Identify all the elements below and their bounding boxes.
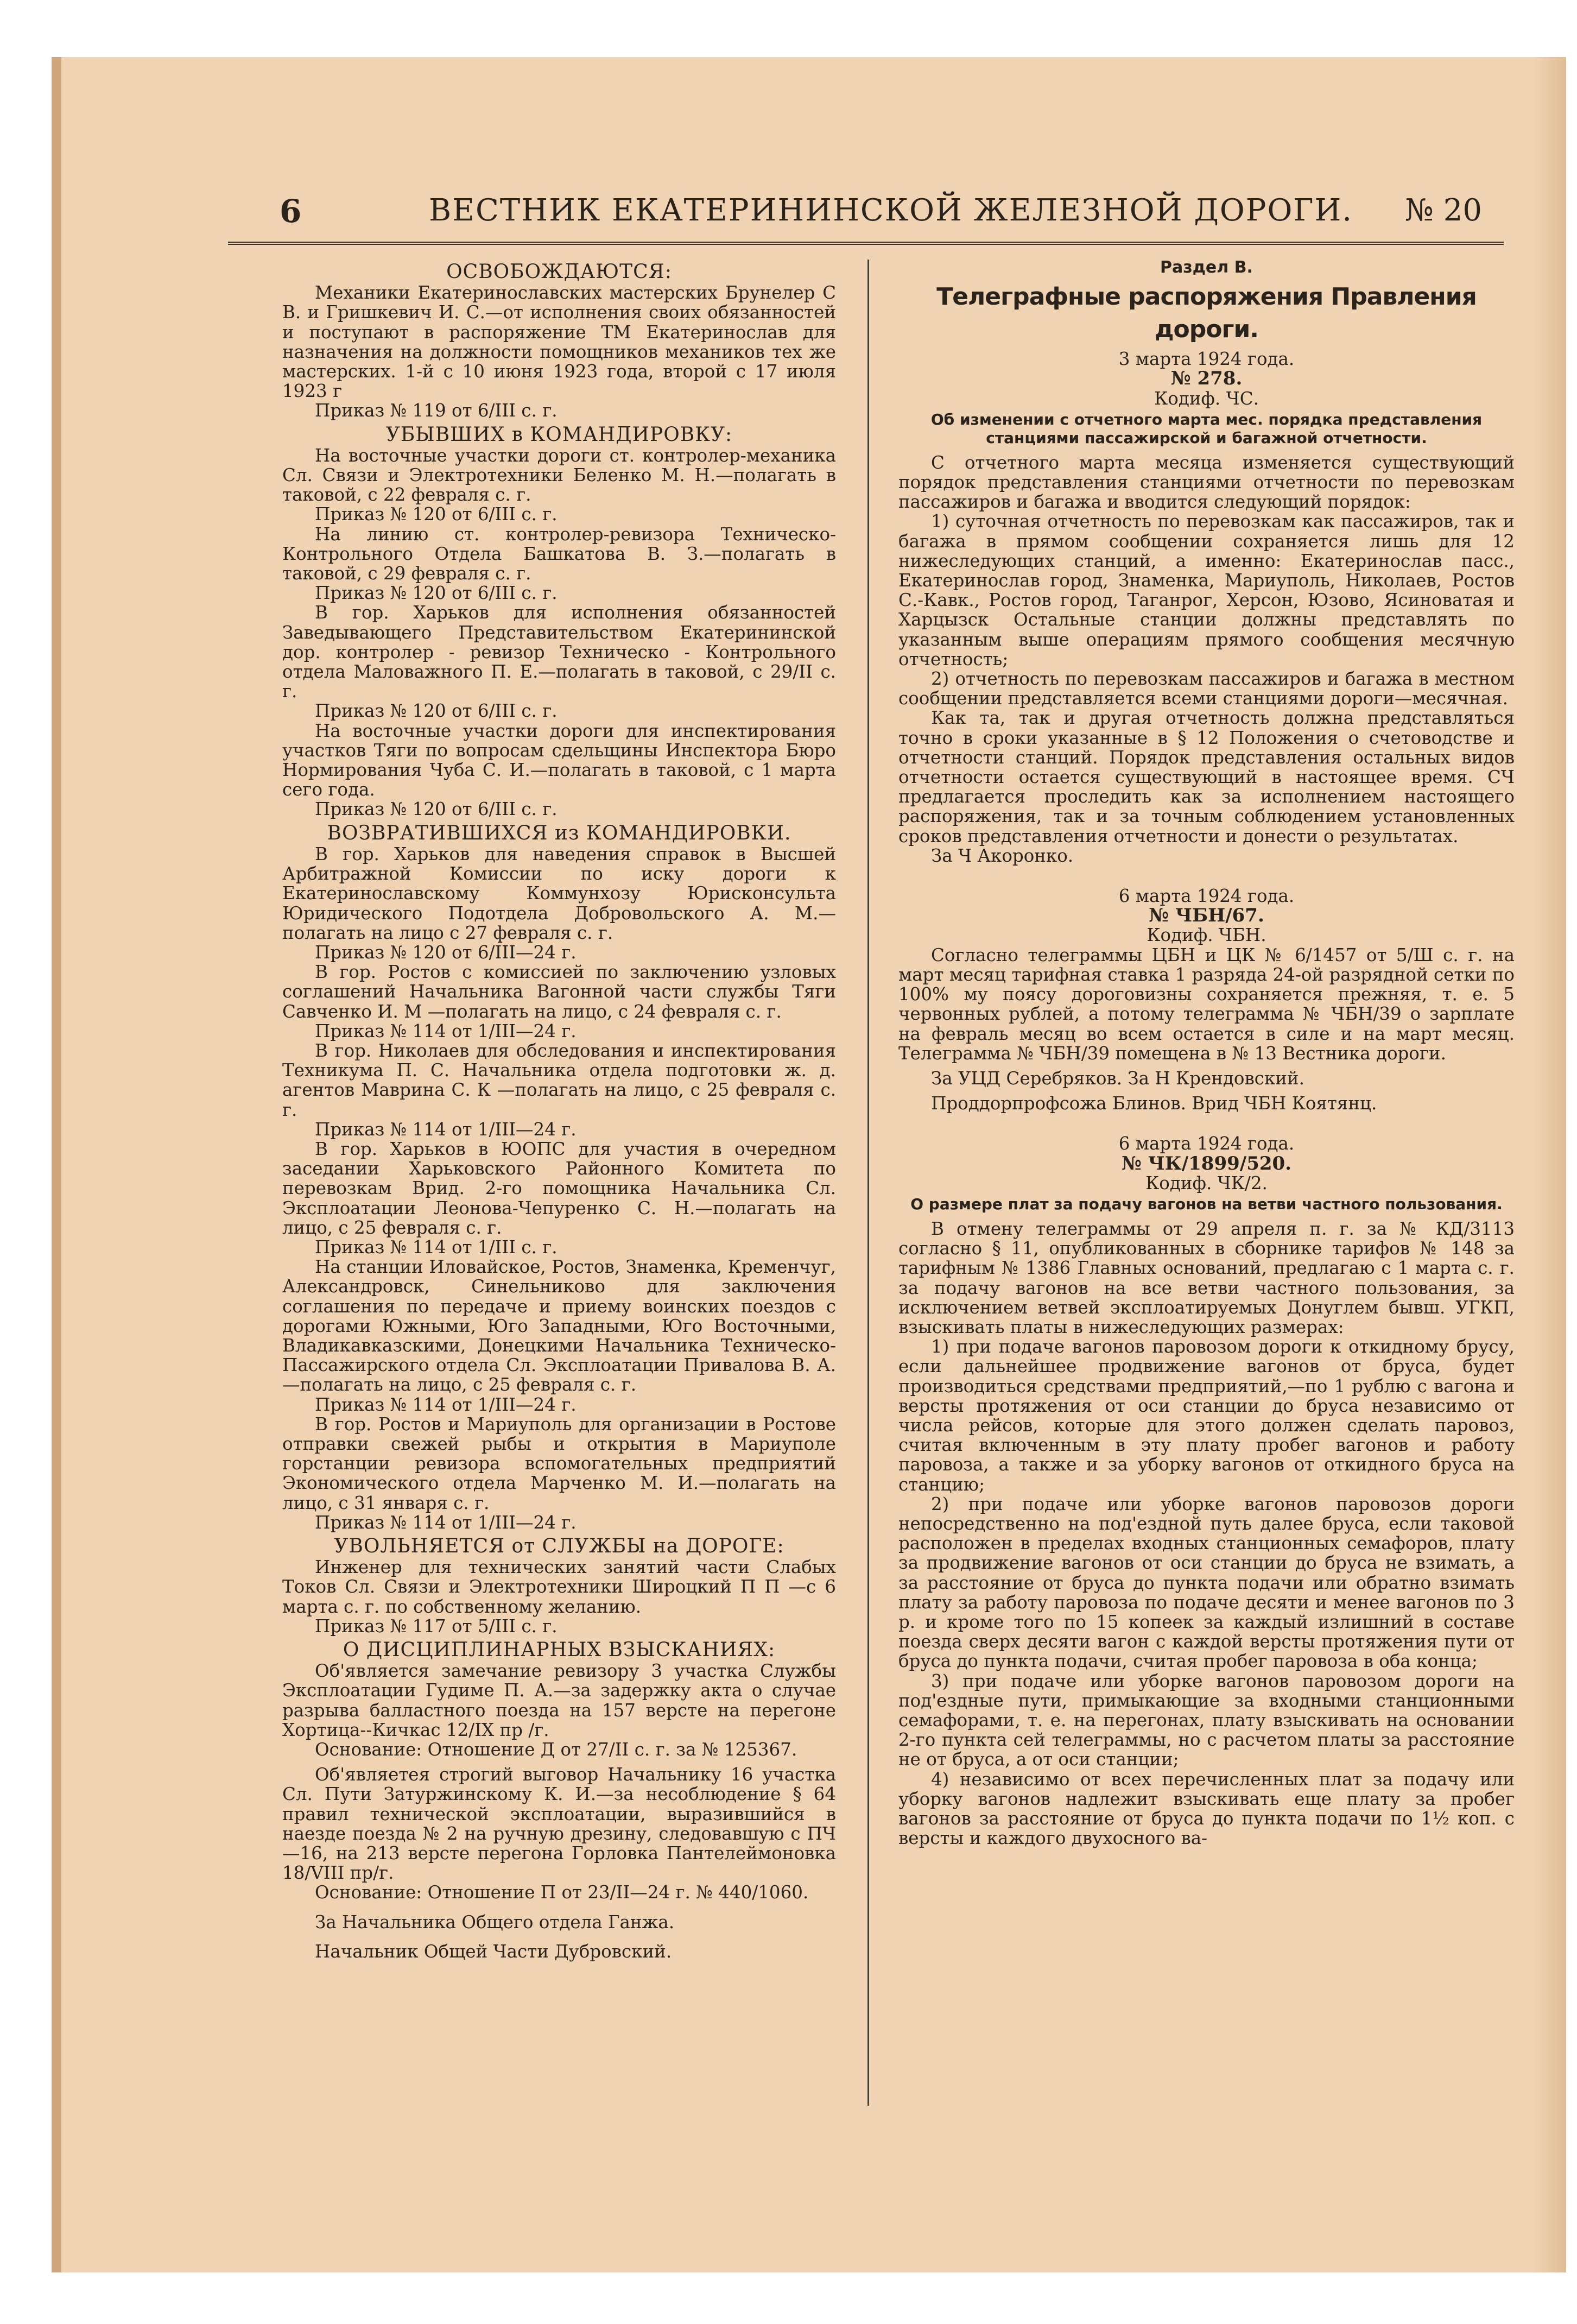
order-reference: Приказ № 120 от 6/III с. г. [315,799,558,820]
section-label: Раздел В. [1160,258,1253,277]
paragraph: 1) при подаче вагонов паровозом дороги к откидному брусу, если дальнейшее продвижение вагонов от бруса, будет производиться средствами предприятий,—по 1 рублю с вагона и версты протяжения от оси станции до бруса независимо от числа рейсов, которые для этого должен сделать паровоз, считая включенным в эту плату пробег вагонов и работу паровоза, а также и за уборку вагонов от откидного бруса на станцию; [898,1336,1515,1495]
telegram-subject: Об изменении с отчетного марта мес. порядка представления станциями пассажирской и багажной отчетности. [930,410,1483,447]
page-header [228,193,1504,245]
section-heading: ОСВОБОЖДАЮТСЯ: [446,261,672,283]
signature-line: За Начальника Общего отдела Ганжа. [315,1911,675,1933]
order-reference: Приказ № 114 от 1/III—24 г. [315,1394,577,1415]
paragraph: В гор. Николаев для обследования и инспектирования Техникума П. С. Начальника отдела подготовки ж. д. агентов Маврина С. К —полагать на лицо, с 25 февраля с. г. [282,1040,836,1120]
paragraph: 4) независимо от всех перечисленных плат за подачу или уборку вагонов надлежит взыскивать еще плату за пробег вагонов за расстояние от бруса до пункта подачи по 1½ коп. с версты и каждого двухосного ва- [898,1769,1515,1849]
paragraph: 3) при подаче или уборке вагонов паровозом дороги на под'ездные пути, примыкающие за входными станционными семафорами, т. е. на перегонах, плату взыскивать на основании 2-го пункта сей телеграммы, но с расчетом платы за расстояние не от бруса, а от оси станции; [898,1670,1515,1770]
basis-reference: Основание: Отношение П от 23/II—24 г. № 440/1060. [315,1882,809,1903]
telegram-code: Кодиф. ЧС. [1154,388,1259,409]
paragraph: В гор. Харьков в ЮОПС для участия в очередном заседании Харьковского Районного Комитета по перевозкам Врид. 2-го помощника Начальника Сл. Эксплоатации Леонова-Чепуренко С. Н.—полагать на лицо, с 25 февраля с. г. [282,1138,836,1238]
section-heading: УВОЛЬНЯЕТСЯ от СЛУЖБЫ на ДОРОГЕ: [334,1535,784,1557]
paragraph: В гор. Ростов с комиссией по заключению узловых соглашений Начальника Вагонной части службы Тяги Савченко И. М —полагать на лицо, с 24 февраля с. г. [282,962,836,1022]
order-reference: Приказ № 119 от 6/III с. г. [315,400,558,421]
paragraph: 1) суточная отчетность по перевозкам как пассажиров, так и багажа в прямом сообщении сохраняется лишь для 12 нижеследующих станций, а именно: Екатеринослав пасс., Екатеринослав город, Знаменка, Мариуполь, Николаев, Ростов С.-Кавк., Ростов город, Таганрог, Херсон, Юзово, Ясиноватая и Харцызск Остальные станции должны представлять по указанным выше операциям прямого сообщения месячную отчетность; [898,511,1515,670]
paragraph: В гор. Харьков для исполнения обязанностей Заведывающего Представительством Екатерининской дор. контролер - ревизор Техническо - Контрольного отдела Маловажного П. Е.—полагать в таковой, с 29/II с. г. [282,602,836,702]
order-reference: Приказ № 114 от 1/III—24 г. [315,1020,577,1041]
paragraph: Согласно телеграммы ЦБН и ЦК № 6/1457 от 5/Ш с. г. на март месяц тарифная ставка 1 разряда 24-ой разрядной сетки по 100% му поясу дороговизны сохраняется прежняя, т. е. 5 червонных рублей, а потому телеграмма № ЧБН/39 о зарплате на февраль месяц во всем остается в силе и на март месяц. Телеграмма № ЧБН/39 помещена в № 13 Вестника дороги. [898,944,1515,1064]
order-reference: Приказ № 117 от 5/III с. г. [315,1615,558,1637]
paragraph: В гор. Ростов и Мариуполь для организации в Ростове отправки свежей рыбы и открытия в Мариуполе горстанции ревизора вспомогательных предприятий Экономического отдела Марченко М. И.—полагать на лицо, с 31 января с. г. [282,1413,836,1513]
order-reference: Приказ № 114 от 1/III—24 г. [315,1119,577,1140]
paragraph: В гор. Харьков для наведения справок в Высшей Арбитражной Комиссии по иску дороги к Екатеринославскому Коммунхозу Юрисконсульта Юридического Подотдела Добровольского А. М.—полагать на лицо с 27 февраля с. г. [282,843,836,943]
paragraph: Инженер для технических занятий части Слабых Токов Сл. Связи и Электротехники Широцкий П П —с 6 марта с. г. по собственному желанию. [282,1557,836,1617]
paragraph: На восточные участки дороги для инспектирования участков Тяги по вопросам сдельщины Инспектора Бюро Нормирования Чуба С. И.—полагать в таковой, с 1 марта сего года. [282,720,836,800]
paragraph: В отмену телеграммы от 29 апреля п. г. за № КД/3113 согласно § 11, опубликованных в сборнике тарифов № 148 за тарифным № 1386 Главных оснований, предлагаю с 1 марта с. г. за подачу вагонов на все ветви частного пользования, за исключением ветвей эксплоатируемых Донуглем бывш. УГКП, взыскивать платы в нижеследующих размерах: [898,1218,1515,1337]
telegram-number: № ЧК/1899/520. [1121,1152,1292,1174]
telegram-number: № ЧБН/67. [1149,905,1264,927]
signature-line: За Ч Акоронко. [931,845,1074,866]
signature-line: Начальник Общей Части Дубровский. [315,1941,672,1962]
section-heading: ВОЗВРАТИВШИХСЯ из КОМАНДИРОВКИ. [327,822,791,844]
signature-line: Проддорпрофсожа Блинов. Врид ЧБН Коятянц. [931,1093,1377,1114]
left-column [282,258,836,1961]
telegram-code: Кодиф. ЧК/2. [1145,1172,1268,1193]
telegram-number: № 278. [1170,368,1243,390]
telegram-date: 3 марта 1924 года. [1118,349,1295,370]
paragraph: На линию ст. контролер-ревизора Техническо-Контрольного Отдела Башкатова В. З.—полагать в таковой, с 29 февраля с. г. [282,523,836,584]
paragraph: Об'является замечание ревизору 3 участка Службы Эксплоатации Гудиме П. А.—за задержку акта о случае разрыва балластного поезда на 157 версте на перегоне Хортица--Кичкас 12/IX пр /г. [282,1660,836,1740]
column-divider [867,260,869,2106]
section-heading: О ДИСЦИПЛИНАРНЫХ ВЗЫСКАНИЯХ: [343,1639,776,1662]
paragraph: Механики Екатеринославских мастерских Брунелер С В. и Гришкевич И. С.—от исполнения своих обязанностей и поступают в распоряжение ТМ Екатеринослав для назначения на должности помощников механиков тех же мастерских. 1-й с 10 июня 1923 года, второй с 17 июля 1923 г [282,282,836,402]
signature-line: За УЦД Серебряков. За Н Крендовский. [931,1068,1304,1089]
telegram-date: 6 марта 1924 года. [1118,1133,1295,1154]
section-heading: УБЫВШИХ в КОМАНДИРОВКУ: [385,423,733,446]
right-column [898,258,1515,1848]
order-reference: Приказ № 120 от 6/III—24 г. [315,942,577,963]
paragraph: 2) отчетность по перевозкам пассажиров и багажа в местном сообщении представляется всеми станциями дороги—месячная. [898,668,1515,709]
paragraph: С отчетного марта месяца изменяется существующий порядок представления станциями отчетности по перевозкам пассажиров и багажа и вводится следующий порядок: [898,452,1515,513]
paragraph: На станции Иловайское, Ростов, Знаменка, Кременчуг, Александровск, Синельниково для заключения соглашения по передаче и приему воинских поездов с дорогами Южными, Юго Западными, Юго Восточными, Владикавказскими, Донецкими Начальника Техническо-Пассажирского отдела Сл. Эксплоатации Привалова В. А.—полагать на лицо, с 25 февраля с. г. [282,1256,836,1395]
telegram-date: 6 марта 1924 года. [1118,886,1295,907]
order-reference: Приказ № 114 от 1/III с. г. [315,1236,558,1258]
paragraph: На восточные участки дороги ст. контролер-механика Сл. Связи и Электротехники Беленко М. Н.—полагать в таковой, с 22 февраля с. г. [282,445,836,506]
order-reference: Приказ № 114 от 1/III—24 г. [315,1512,577,1533]
basis-reference: Основание: Отношение Д от 27/II с. г. за № 125367. [315,1739,797,1760]
order-reference: Приказ № 120 от 6/III с. г. [315,583,558,604]
issue-number: № 20 [1404,193,1482,228]
paragraph: 2) при подаче или уборке вагонов паровозов дороги непосредственно на под'ездной путь далее бруса, если таковой расположен в пределах входных станционных семафоров, плату за продвижение вагонов от оси станции до бруса не взимать, а за расстояние от бруса до пункта подачи или обратно взимать плату за работу паровоза по подаче десяти и менее вагонов по 3 р. и кроме того по 15 копеек за каждый излишний в составе поезда сверх десяти вагон с каждой версты протяжения пути от бруса до пункта подачи, считая пробег паровоза в оба конца; [898,1493,1515,1672]
paragraph: Об'являетея строгий выговор Начальнику 16 участка Сл. Пути Затуржинскому К. И.—за несоблюдение § 64 правил технической эксплоатации, выразившийся в наезде поезда № 2 на ручную дрезину, следовавшую с ПЧ—16, на 213 версте перегона Горловка Пантелеймоновка 18/VIII пр/г. [282,1764,836,1884]
telegram-code: Кодиф. ЧБН. [1147,925,1266,946]
telegram-subject: О размере плат за подачу вагонов на ветви частного пользования. [910,1195,1503,1213]
section-title: Телеграфные распоряжения Правления дороги. [936,283,1477,344]
order-reference: Приказ № 120 от 6/III с. г. [315,504,558,525]
newspaper-title: ВЕСТНИК ЕКАТЕРИНИНСКОЙ ЖЕЛЕЗНОЙ ДОРОГИ. [429,193,1353,228]
paragraph: Как та, так и другая отчетность должна представляться точно в сроки указанные в § 12 Положения о счетоводстве и отчетности станций. Порядок представления остальных видов отчетности остается существующий в настоящее время. СЧ предлагается проследить как за исполнением настоящего распоряжения, так и за точным соблюдением установленных сроков представления отчетности и донести о результатах. [898,708,1515,847]
page-number: 6 [280,193,302,230]
order-reference: Приказ № 120 от 6/III с. г. [315,700,558,722]
